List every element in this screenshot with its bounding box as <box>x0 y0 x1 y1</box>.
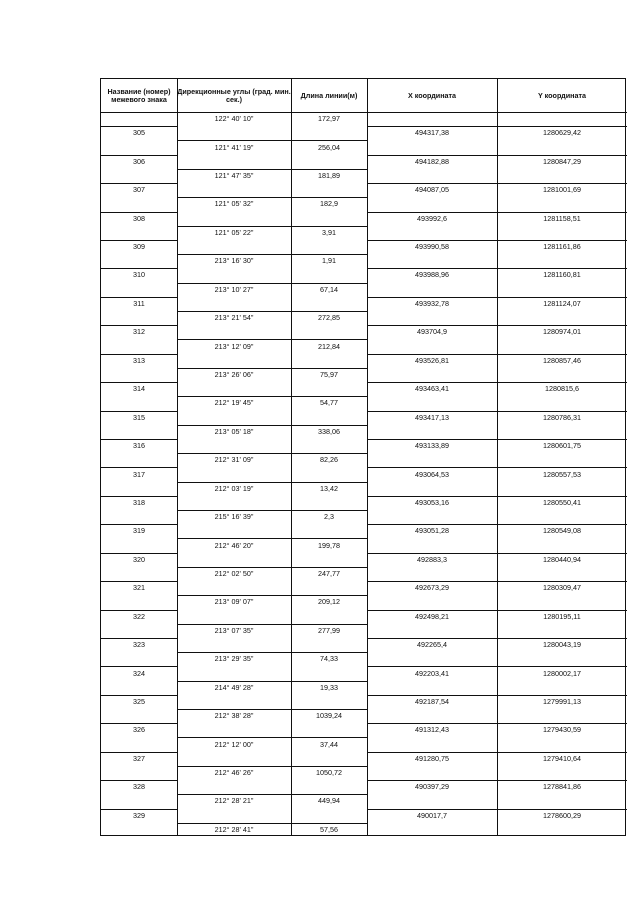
segment-angle: 121° 41' 19" <box>214 142 254 152</box>
point-x: 493463,41 <box>415 384 449 394</box>
point-name: 327 <box>133 753 145 763</box>
point-x: 491312,43 <box>415 725 449 735</box>
segment-length: 82,26 <box>320 455 338 465</box>
segment-length: 1,91 <box>322 256 336 266</box>
point-y: 1280043,19 <box>543 640 581 650</box>
point-y: 1280857,46 <box>543 355 581 365</box>
segment-length: 199,78 <box>318 540 340 550</box>
point-name: 310 <box>133 270 145 280</box>
segment-length: 54,77 <box>320 398 338 408</box>
point-y: 1278841,86 <box>543 782 581 792</box>
segment-angle: 121° 05' 22" <box>214 227 254 237</box>
segment-length: 212,84 <box>318 341 340 351</box>
point-name: 309 <box>133 242 145 252</box>
segment-angle: 215° 16' 39" <box>214 512 254 522</box>
segment-angle: 212° 12' 00" <box>214 739 254 749</box>
segment-angle: 121° 47' 35" <box>214 170 254 180</box>
segment-length: 181,89 <box>318 170 340 180</box>
header-x: X координата <box>407 90 457 100</box>
point-name: 306 <box>133 156 145 166</box>
header-name: Название (номер) межевого знака <box>107 86 171 104</box>
segment-angle: 212° 28' 41" <box>214 824 254 834</box>
point-x: 493133,89 <box>415 441 449 451</box>
segment-length: 272,85 <box>318 313 340 323</box>
point-y: 1281158,51 <box>543 213 581 223</box>
header-y: Y координата <box>538 90 586 100</box>
point-x: 493704,9 <box>417 327 447 337</box>
point-x: 492265,4 <box>417 640 447 650</box>
point-x: 492883,3 <box>417 554 447 564</box>
point-y: 1280847,29 <box>543 156 581 166</box>
segment-angle: 121° 05' 32" <box>214 199 254 209</box>
point-name: 321 <box>133 583 145 593</box>
point-y: 1278600,29 <box>543 810 581 820</box>
point-y: 1280550,41 <box>543 497 581 507</box>
segment-angle: 213° 07' 35" <box>214 625 254 635</box>
segment-length: 209,12 <box>318 597 340 607</box>
segment-angle: 213° 21' 54" <box>214 313 254 323</box>
point-x: 494087,05 <box>415 185 449 195</box>
point-y: 1280002,17 <box>543 668 581 678</box>
point-x: 493053,16 <box>415 497 449 507</box>
point-y: 1280549,08 <box>543 526 581 536</box>
point-x: 493526,81 <box>415 355 449 365</box>
point-name: 326 <box>133 725 145 735</box>
point-y: 1281161,86 <box>543 242 581 252</box>
segment-length: 449,94 <box>318 796 340 806</box>
point-name: 325 <box>133 696 145 706</box>
segment-angle: 213° 12' 09" <box>214 341 254 351</box>
point-name: 314 <box>133 384 145 394</box>
point-x: 490017,7 <box>417 810 447 820</box>
point-name: 307 <box>133 185 145 195</box>
point-name: 317 <box>133 469 145 479</box>
point-name: 313 <box>133 355 145 365</box>
point-name: 315 <box>133 412 145 422</box>
segment-length: 1039,24 <box>316 711 342 721</box>
point-x: 492673,29 <box>415 583 449 593</box>
segment-angle: 122° 40' 10" <box>214 114 254 124</box>
point-y: 1280629,42 <box>543 128 581 138</box>
point-x: 493990,58 <box>415 242 449 252</box>
segment-angle: 212° 02' 50" <box>214 569 254 578</box>
point-name: 320 <box>133 554 145 564</box>
segment-angle: 213° 26' 06" <box>214 369 254 379</box>
header-length: Длина линии(м) <box>300 90 358 100</box>
segment-angle: 212° 31' 09" <box>214 455 254 465</box>
point-x: 494182,88 <box>415 156 449 166</box>
point-name: 305 <box>133 128 145 138</box>
point-y: 1281001,69 <box>543 185 581 195</box>
segment-angle: 213° 10' 27" <box>214 284 254 294</box>
segment-angle: 212° 28' 21" <box>214 796 254 806</box>
point-x: 491280,75 <box>415 753 449 763</box>
segment-length: 1050,72 <box>316 768 342 778</box>
point-y: 1280601,75 <box>543 441 581 451</box>
point-x: 493992,6 <box>417 213 447 223</box>
point-name: 316 <box>133 441 145 451</box>
point-x: 493988,96 <box>415 270 449 280</box>
point-name: 323 <box>133 640 145 650</box>
point-y: 1279410,64 <box>543 753 581 763</box>
segment-length: 57,56 <box>320 824 338 834</box>
point-name: 311 <box>133 298 145 308</box>
point-y: 1279991,13 <box>543 696 581 706</box>
point-x: 492498,21 <box>415 611 449 621</box>
segment-angle: 212° 03' 19" <box>214 483 254 493</box>
point-y: 1281124,07 <box>543 298 581 308</box>
segment-angle: 214° 49' 28" <box>214 682 254 692</box>
segment-length: 256,04 <box>318 142 340 152</box>
segment-length: 277,99 <box>318 625 340 635</box>
point-name: 324 <box>133 668 145 678</box>
point-x: 490397,29 <box>415 782 449 792</box>
point-y: 1279430,59 <box>543 725 581 735</box>
segment-length: 172,97 <box>318 114 340 124</box>
point-y: 1280974,01 <box>543 327 581 337</box>
segment-length: 2,3 <box>324 512 334 522</box>
point-name: 312 <box>133 327 145 337</box>
segment-angle: 212° 46' 26" <box>214 768 254 778</box>
segment-angle: 212° 38' 28" <box>214 711 254 721</box>
segment-length: 37,44 <box>320 739 338 749</box>
segment-angle: 212° 19' 45" <box>214 398 254 408</box>
point-x: 493417,13 <box>415 412 449 422</box>
segment-angle: 213° 29' 35" <box>214 654 254 664</box>
point-y: 1280557,53 <box>543 469 581 479</box>
segment-length: 67,14 <box>320 284 338 294</box>
point-y: 1280440,94 <box>543 554 581 564</box>
point-x: 494317,38 <box>415 128 449 138</box>
boundary-marks-table <box>100 78 626 836</box>
header-angle: Дирекционные углы (град. мин. сек.) <box>177 86 291 104</box>
point-name: 329 <box>133 810 145 820</box>
point-y: 1280195,11 <box>543 611 581 621</box>
segment-length: 75,97 <box>320 369 338 379</box>
segment-angle: 212° 46' 20" <box>214 540 254 550</box>
point-x: 492187,54 <box>415 696 449 706</box>
point-x: 492203,41 <box>415 668 449 678</box>
segment-angle: 213° 16' 30" <box>214 256 254 266</box>
segment-length: 338,06 <box>318 426 340 436</box>
point-y: 1280309,47 <box>543 583 581 593</box>
segment-length: 3,91 <box>322 227 336 237</box>
point-name: 319 <box>133 526 145 536</box>
segment-angle: 213° 05' 18" <box>214 426 254 436</box>
point-name: 322 <box>133 611 145 621</box>
point-y: 1280815,6 <box>545 384 579 394</box>
segment-length: 247,77 <box>318 569 340 578</box>
point-name: 308 <box>133 213 145 223</box>
point-name: 328 <box>133 782 145 792</box>
segment-length: 74,33 <box>320 654 338 664</box>
point-x: 493932,78 <box>415 298 449 308</box>
segment-length: 19,33 <box>320 682 338 692</box>
point-y: 1280786,31 <box>543 412 581 422</box>
point-x: 493064,53 <box>415 469 449 479</box>
segment-length: 182,9 <box>320 199 338 209</box>
point-x: 493051,28 <box>415 526 449 536</box>
segment-angle: 213° 09' 07" <box>214 597 254 607</box>
point-name: 318 <box>133 497 145 507</box>
point-y: 1281160,81 <box>543 270 581 280</box>
segment-length: 13,42 <box>320 483 338 493</box>
